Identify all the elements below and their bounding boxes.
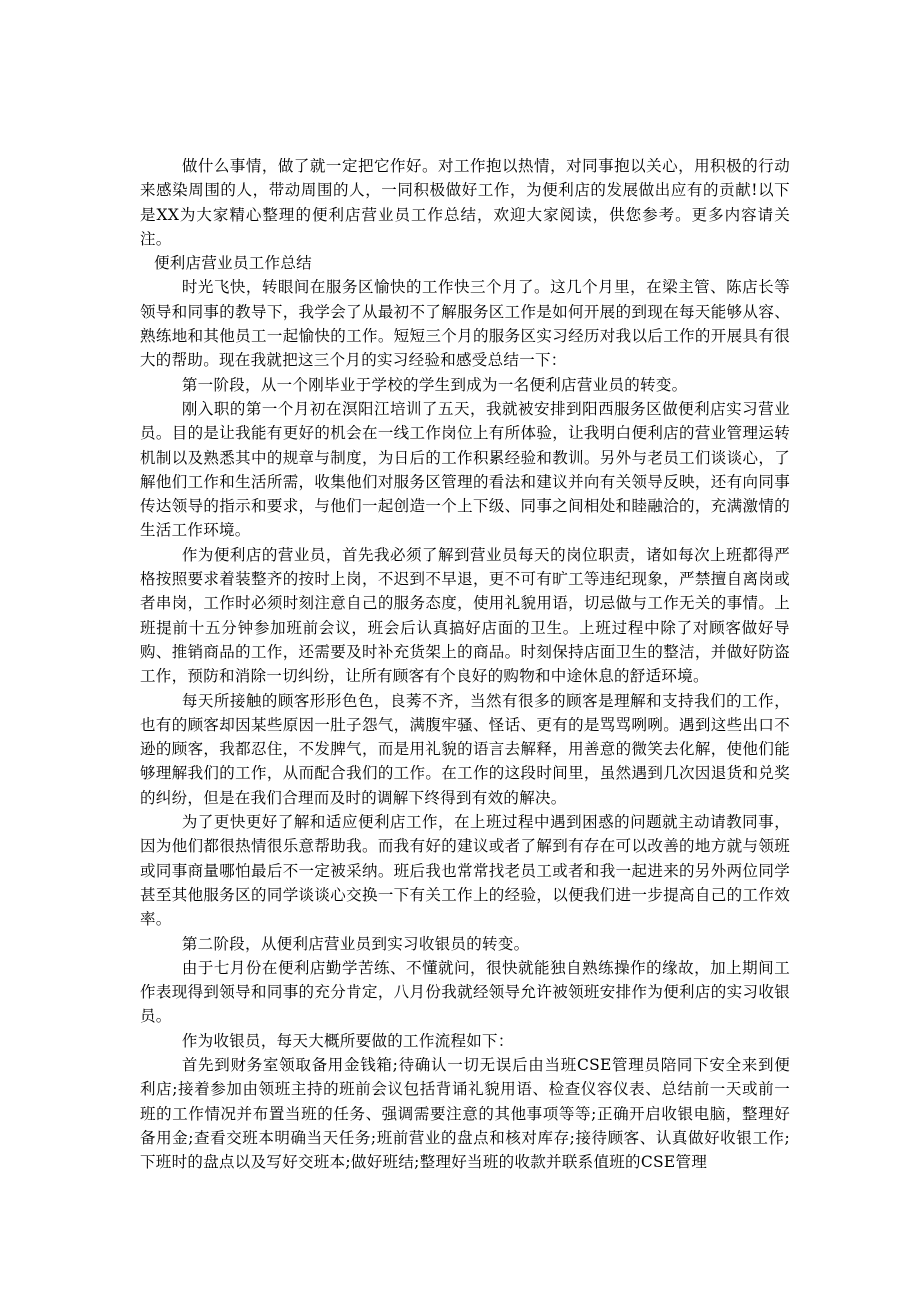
body-paragraph: 由于七月份在便利店勤学苦练、不懂就问，很快就能独自熟练操作的缘故，加上期间工作表现得到领导和同事的充分肯定，八月份我就经领导允许被领班安排作为便利店的实习收银员。 [140,958,790,1026]
section-title: 便利店营业员工作总结 [153,254,312,273]
body-paragraph: 作为收银员，每天大概所要做的工作流程如下： [181,1031,514,1050]
body-paragraph: 刚入职的第一个月初在溟阳江培训了五天，我就被安排到阳西服务区做便利店实习营业员。目的是让我能有更好的机会在一线工作岗位上有所体验，让我明白便利店的营业管理运转机制以及熟悉其中的规章与制度，为日后的工作积累经验和教训。另外与老员工们谈谈心，了解他们工作和生活所需，收集他们对服务区管理的看法和建议并向有关领导反映，还有向同事传达领导的指示和要求，与他们一起创造一个上下级、同事之间相处和睦融洽的，充满激情的生活工作环境。 [140,399,790,540]
body-paragraph: 为了更快更好了解和适应便利店工作，在上班过程中遇到困惑的问题就主动请教同事，因为他们都很热情很乐意帮助我。而我有好的建议或者了解到有存在可以改善的地方就与领班或同事商量哪怕最后不一定被采纳。班后我也常常找老员工或者和我一起进来的另外两位同学甚至其他服务区的同学谈谈心交换一下有关工作上的经验，以便我们进一步提高自己的工作效率。 [140,813,790,929]
body-paragraph: 作为便利店的营业员，首先我必须了解到营业员每天的岗位职责，诸如每次上班都得严格按照要求着装整齐的按时上岗，不迟到不早退，更不可有旷工等违纪现象，严禁擅自离岗或者串岗，工作时必须时刻注意自己的服务态度，使用礼貌用语，切忌做与工作无关的事情。上班提前十五分钟参加班前会议，班会后认真搞好店面的卫生。上班过程中除了对顾客做好导购、推销商品的工作，还需要及时补充货架上的商品。时刻保持店面卫生的整洁，并做好防盗工作，预防和消除一切纠纷，让所有顾客有个良好的购物和中途休息的舒适环境。 [140,545,790,686]
stage-one-heading: 第一阶段，从一个刚毕业于学校的学生到成为一名便利店营业员的转变。 [181,375,688,394]
body-paragraph: 首先到财务室领取备用金钱箱;待确认一切无误后由当班CSE管理员陪同下安全来到便利店;接着参加由领班主持的班前会议包括背诵礼貌用语、检查仪容仪表、总结前一天或前一班的工作情况并布置当班的任务、强调需要注意的其他事项等等;正确开启收银电脑，整理好备用金;查看交班本明确当天任务;班前营业的盘点和核对库存;接待顾客、认真做好收银工作;下班时的盘点以及写好交班本;做好班结;整理好当班的收款并联系值班的CSE管理 [140,1055,790,1172]
intro-paragraph: 做什么事情，做了就一定把它作好。对工作抱以热情，对同事抱以关心，用积极的行动来感染周围的人，带动周围的人，一同积极做好工作，为便利店的发展做出应有的贡献!以下是XX为大家精心整理的便利店营业员工作总结，欢迎大家阅读，供您参考。更多内容请关注。 [140,157,790,248]
stage-two-heading: 第二阶段，从便利店营业员到实习收银员的转变。 [181,934,530,953]
body-paragraph: 时光飞快，转眼间在服务区愉快的工作快三个月了。这几个月里，在梁主管、陈店长等领导和同事的教导下，我学会了从最初不了解服务区工作是如何开展的到现在每天能够从容、熟练地和其他员工一起愉快的工作。短短三个月的服务区实习经历对我以后工作的开展具有很大的帮助。现在我就把这三个月的实习经验和感受总结一下： [140,278,790,370]
document-body [140,154,790,1174]
body-paragraph: 每天所接触的顾客形形色色，良莠不齐，当然有很多的顾客是理解和支持我们的工作，也有的顾客却因某些原因一肚子怨气，满腹牢骚、怪话、更有的是骂骂咧咧。遇到这些出口不逊的顾客，我都忍住，不发脾气，而是用礼貌的语言去解释，用善意的微笑去化解，使他们能够理解我们的工作，从而配合我们的工作。在工作的这段时间里，虽然遇到几次因退货和兑奖的纠纷，但是在我们合理而及时的调解下终得到有效的解决。 [140,691,790,807]
